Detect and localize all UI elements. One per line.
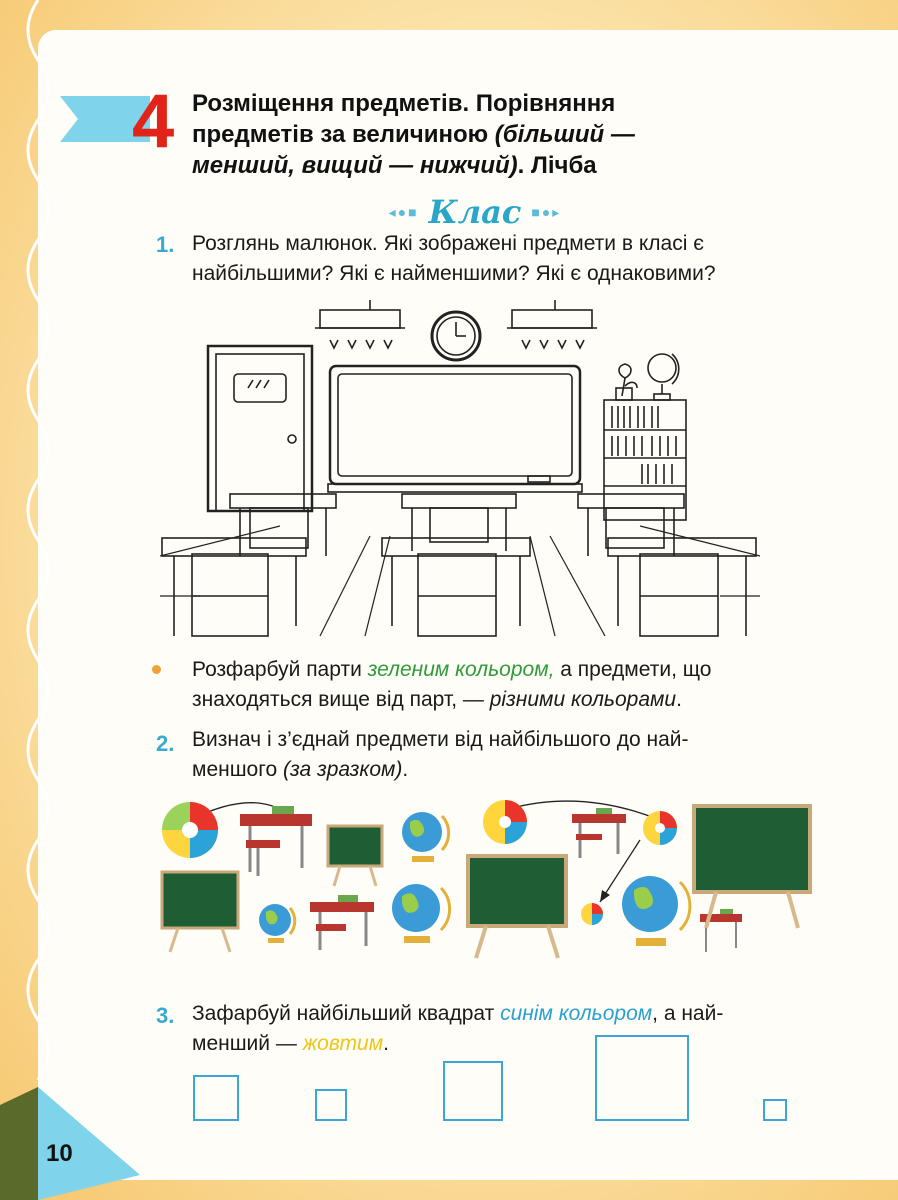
ceiling-lamp-left-icon: [315, 300, 405, 348]
task-2-line-1: Визнач і з’єднай предмети від найбільшого до най-: [192, 728, 689, 751]
task-3-line-2a: менший —: [192, 1032, 303, 1055]
beach-ball-medium-icon: [483, 800, 527, 844]
task-1-line-1: Розглянь малюнок. Які зображені предмети в класі є: [192, 232, 704, 255]
squares-area: [180, 1030, 800, 1130]
school-desk-small-icon: [572, 808, 626, 858]
page-corner-tab: [0, 1075, 140, 1200]
coloring-text-3: знаходяться вище від парт, —: [192, 688, 490, 711]
objects-to-connect: [160, 790, 820, 970]
page-number: 10: [46, 1140, 73, 1167]
task-3-line-1a: Зафарбуй найбільший квадрат: [192, 1002, 501, 1025]
right-ornament-icon: ■●▸: [531, 203, 562, 220]
task-2-number: 2.: [156, 731, 175, 756]
square-largest[interactable]: [596, 1036, 688, 1120]
title-line-3b: . Лічба: [517, 152, 597, 179]
desk-back-middle-icon: [402, 494, 516, 551]
task-2-line-2c: .: [402, 758, 409, 781]
desk-back-left-icon: [230, 494, 336, 556]
globe-large-toy-icon: [392, 884, 450, 943]
task-3-yellow-text: жовтим: [302, 1032, 384, 1055]
task-1-text: [192, 229, 842, 289]
chalkboard-icon: [328, 366, 582, 492]
desk-front-right-icon: [608, 538, 756, 636]
desk-front-middle-icon: [382, 538, 530, 636]
title-line-2a: предметів за величиною: [192, 121, 495, 148]
section-header: [360, 192, 590, 232]
school-desk-large-icon: [240, 806, 312, 876]
potted-plant-icon: [616, 364, 637, 400]
coloring-text-1: Розфарбуй парти: [192, 658, 368, 681]
coloring-text-green: зеленим кольором,: [367, 658, 555, 681]
globe-icon: [648, 354, 679, 400]
coloring-text-4: .: [676, 688, 682, 711]
coloring-text-2: а предмети, що: [554, 658, 712, 681]
coloring-text-italic: різними кольорами: [489, 688, 677, 711]
arrow-head-icon: [600, 890, 610, 902]
desk-back-right-icon: [578, 494, 684, 556]
school-desk-medium-icon: [310, 895, 374, 950]
globe-medium-toy-icon: [402, 812, 449, 862]
square-4[interactable]: [316, 1090, 346, 1120]
lesson-number: 4: [132, 79, 175, 164]
beach-ball-large-icon: [162, 802, 218, 858]
easel-board-large-icon: [468, 856, 566, 958]
coloring-task-text: [192, 655, 852, 715]
desk-front-left-icon: [162, 538, 306, 636]
title-line-2b: (більший —: [494, 121, 635, 148]
classroom-illustration: [160, 296, 760, 641]
lesson-title: [192, 88, 812, 181]
task-2-line-2a: меншого: [192, 758, 283, 781]
square-2[interactable]: [194, 1076, 238, 1120]
task-3-line-2b: .: [383, 1032, 389, 1055]
bullet-point: [152, 665, 161, 674]
ceiling-lamp-right-icon: [507, 300, 597, 348]
section-title: Клас: [428, 193, 522, 231]
beach-ball-tiny-icon: [581, 903, 603, 925]
globe-small-toy-icon: [259, 904, 295, 943]
title-line-3a: менший, вищий — нижчий): [192, 152, 518, 179]
easel-board-largest-icon: [694, 806, 810, 928]
beach-ball-small-icon: [643, 811, 677, 845]
task-1-line-2: найбільшими? Які є найменшими? Які є однаковими?: [192, 262, 716, 285]
task-2-line-2b: (за зразком): [282, 758, 403, 781]
wavy-border: [0, 0, 60, 1200]
task-3-blue-text: синім кольором: [500, 1002, 653, 1025]
square-3[interactable]: [444, 1062, 502, 1120]
easel-board-medium-icon: [162, 872, 238, 952]
wall-clock-icon: [432, 312, 480, 360]
task-2-text: [192, 725, 842, 785]
left-ornament-icon: ◂●■: [388, 203, 419, 220]
bookshelf-icon: [604, 400, 686, 520]
door-icon: [208, 346, 312, 511]
task-3-line-1b: , а най-: [652, 1002, 724, 1025]
globe-largest-toy-icon: [622, 876, 690, 946]
task-3-number: 3.: [156, 1003, 175, 1028]
square-smallest[interactable]: [764, 1100, 786, 1120]
task-1-number: 1.: [156, 232, 175, 257]
school-desk-tiny-icon: [700, 909, 742, 952]
easel-board-small-icon: [328, 826, 382, 886]
title-line-1: Розміщення предметів. Порівняння: [192, 90, 616, 117]
